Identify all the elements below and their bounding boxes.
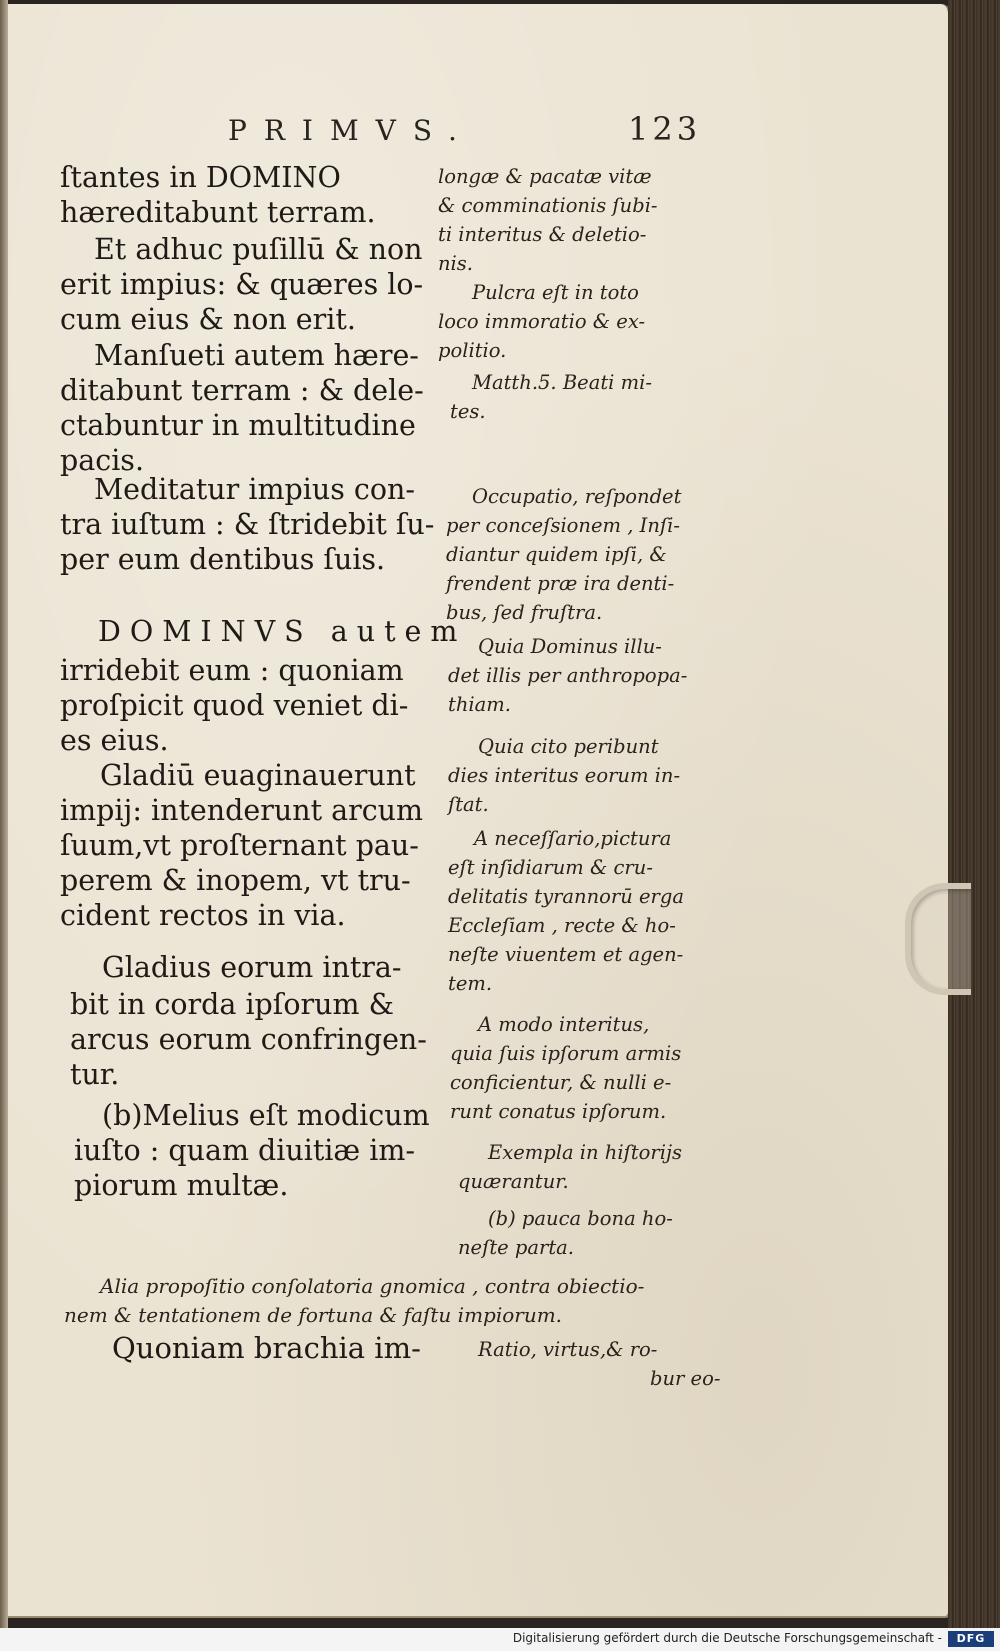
text-line: cident rectos in via. [60,899,346,932]
verse-block [70,987,427,1092]
verse-block [94,472,415,507]
note-line: Occupatio, reſpondet [472,485,682,508]
text-line: per eum dentibus ſuis. [60,543,386,576]
note-line: quærantur. [458,1170,569,1193]
scan-edge [0,0,8,1651]
note-line: nem & tentationem de fortuna & faſtu impiorum. [64,1303,563,1327]
text-line: tra iuſtum : & ſtridebit ſu- [60,508,435,541]
verse-block [60,373,424,478]
note-line: Ratio, virtus,& ro- [478,1338,658,1361]
note-line: det illis per anthropopa- [448,664,688,687]
margin-note [472,482,681,511]
text-line: es eius. [60,724,169,757]
text-line: DOMINVS autem [98,615,467,648]
text-line: erit impius: & quæres lo- [60,268,424,301]
note-line: frendent præ ira denti- [446,572,675,595]
margin-note [448,853,684,998]
note-line: nis. [438,252,474,275]
running-head: PRIMVS. [228,114,474,147]
note-line: neſte viuentem et agen- [448,943,684,966]
note-line: diantur quidem ipſi, & [446,543,667,566]
note-line: Pulcra eſt in toto [472,281,639,304]
margin-note [472,278,639,307]
note-line: dies interitus eorum in- [448,764,681,787]
note-line: Matth.5. Beati mi- [472,371,652,394]
note-line: ſtat. [448,793,489,816]
note-line: delitatis tyrannorū erga [448,885,684,908]
verse-block [74,1133,415,1203]
text-line: irridebit eum : quoniam [60,654,404,687]
verse-block [60,160,376,230]
note-line: A neceſſario,pictura [474,827,672,850]
note-line: Quia Dominus illu- [478,635,662,658]
note-line: ti interitus & deletio- [438,223,647,246]
note-line: conficientur, & nulli e- [450,1071,672,1094]
page-number: 123 [628,110,702,148]
page-clip [905,883,971,995]
margin-note [488,1204,673,1233]
text-line: Meditatur impius con- [94,473,415,506]
note-line: eſt inſidiarum & cru- [448,856,653,879]
margin-note [474,824,671,853]
text-line: Manſueti autem hære- [94,339,419,372]
note-line: tem. [448,972,493,995]
page-header [228,110,728,154]
margin-note [448,661,687,719]
note-line: quia ſuis ipſorum armis [450,1042,682,1065]
text-line: cum eius & non erit. [60,303,356,336]
text-line: hæreditabunt terram. [60,196,376,229]
note-line: loco immoratio & ex- [438,310,646,333]
text-line: impij: intenderunt arcum [60,794,424,827]
text-line: perem & inopem, vt tru- [60,864,411,897]
verse-block [102,1098,430,1133]
margin-note [488,1138,682,1167]
margin-note [478,732,659,761]
text-line: (b)Melius eſt modicum [102,1099,430,1132]
margin-note [478,1010,649,1039]
footer-credit: Digitalisierung gefördert durch die Deutsche Forschungsgemeinschaft - [512,1631,942,1645]
text-line: ſtantes in DOMINO [60,161,341,194]
margin-note [478,1335,720,1393]
margin-note [458,1167,569,1196]
verse-block [94,232,423,267]
summary-note [64,1272,720,1330]
note-line: politio. [438,339,507,362]
note-line: (b) pauca bona ho- [488,1207,673,1230]
note-line: thiam. [448,693,511,716]
note-line: tes. [450,400,486,423]
note-line: Exempla in hiſtorijs [488,1141,683,1164]
verse-block [100,758,416,793]
verse-block [60,653,408,758]
margin-note [458,1233,574,1262]
verse-block [102,950,402,985]
text-line: tur. [70,1058,120,1091]
note-line: bur eo- [650,1367,721,1390]
text-line: piorum multæ. [74,1169,289,1202]
verse-block [98,614,466,649]
verse-block [94,338,419,373]
margin-note [478,632,662,661]
margin-note [438,307,645,365]
margin-note [472,368,652,397]
margin-note [450,397,486,426]
text-line: ditabunt terram : & dele- [60,374,424,407]
text-line: proſpicit quod veniet di- [60,689,409,722]
note-line: per conceſsionem , Inſi- [446,514,680,537]
catchword-line: Quoniam brachia im- [112,1331,421,1365]
text-line: ſuum,vt proſternant pau- [60,829,419,862]
text-line: iuſto : quam diuitiæ im- [74,1134,416,1167]
verse-block [60,507,434,577]
margin-note [448,761,680,819]
text-line: ctabuntur in multitudine [60,409,416,442]
text-line: Gladiū euaginauerunt [100,759,416,792]
margin-note [438,162,658,278]
text-line: Gladius eorum intra- [102,951,402,984]
note-line: Alia propoſitio conſolatoria gnomica , contra obiectio- [100,1274,645,1298]
text-line: Et adhuc puſillū & non [94,233,423,266]
verse-block [60,793,423,933]
book-edge [948,0,1000,1651]
text-line: arcus eorum confringen- [70,1023,427,1056]
margin-note [446,511,680,627]
note-line: & comminationis ſubi- [438,194,658,217]
margin-note [450,1039,681,1126]
note-line: A modo interitus, [478,1013,650,1036]
note-line: Eccleſiam , recte & ho- [448,914,676,937]
verse-block [60,267,423,337]
note-line: bus, ſed fruſtra. [446,601,603,624]
note-line: neſte parta. [458,1236,574,1259]
note-line: Quia cito peribunt [478,735,659,758]
text-line: bit in corda ipſorum & [70,988,394,1021]
text-line: pacis. [60,444,144,477]
book-page [8,4,951,1618]
note-line: longæ & pacatæ vitæ [438,165,652,188]
footer-bar [0,1628,1000,1651]
note-line: runt conatus ipſorum. [450,1100,667,1123]
dfg-logo: DFG [948,1631,994,1647]
